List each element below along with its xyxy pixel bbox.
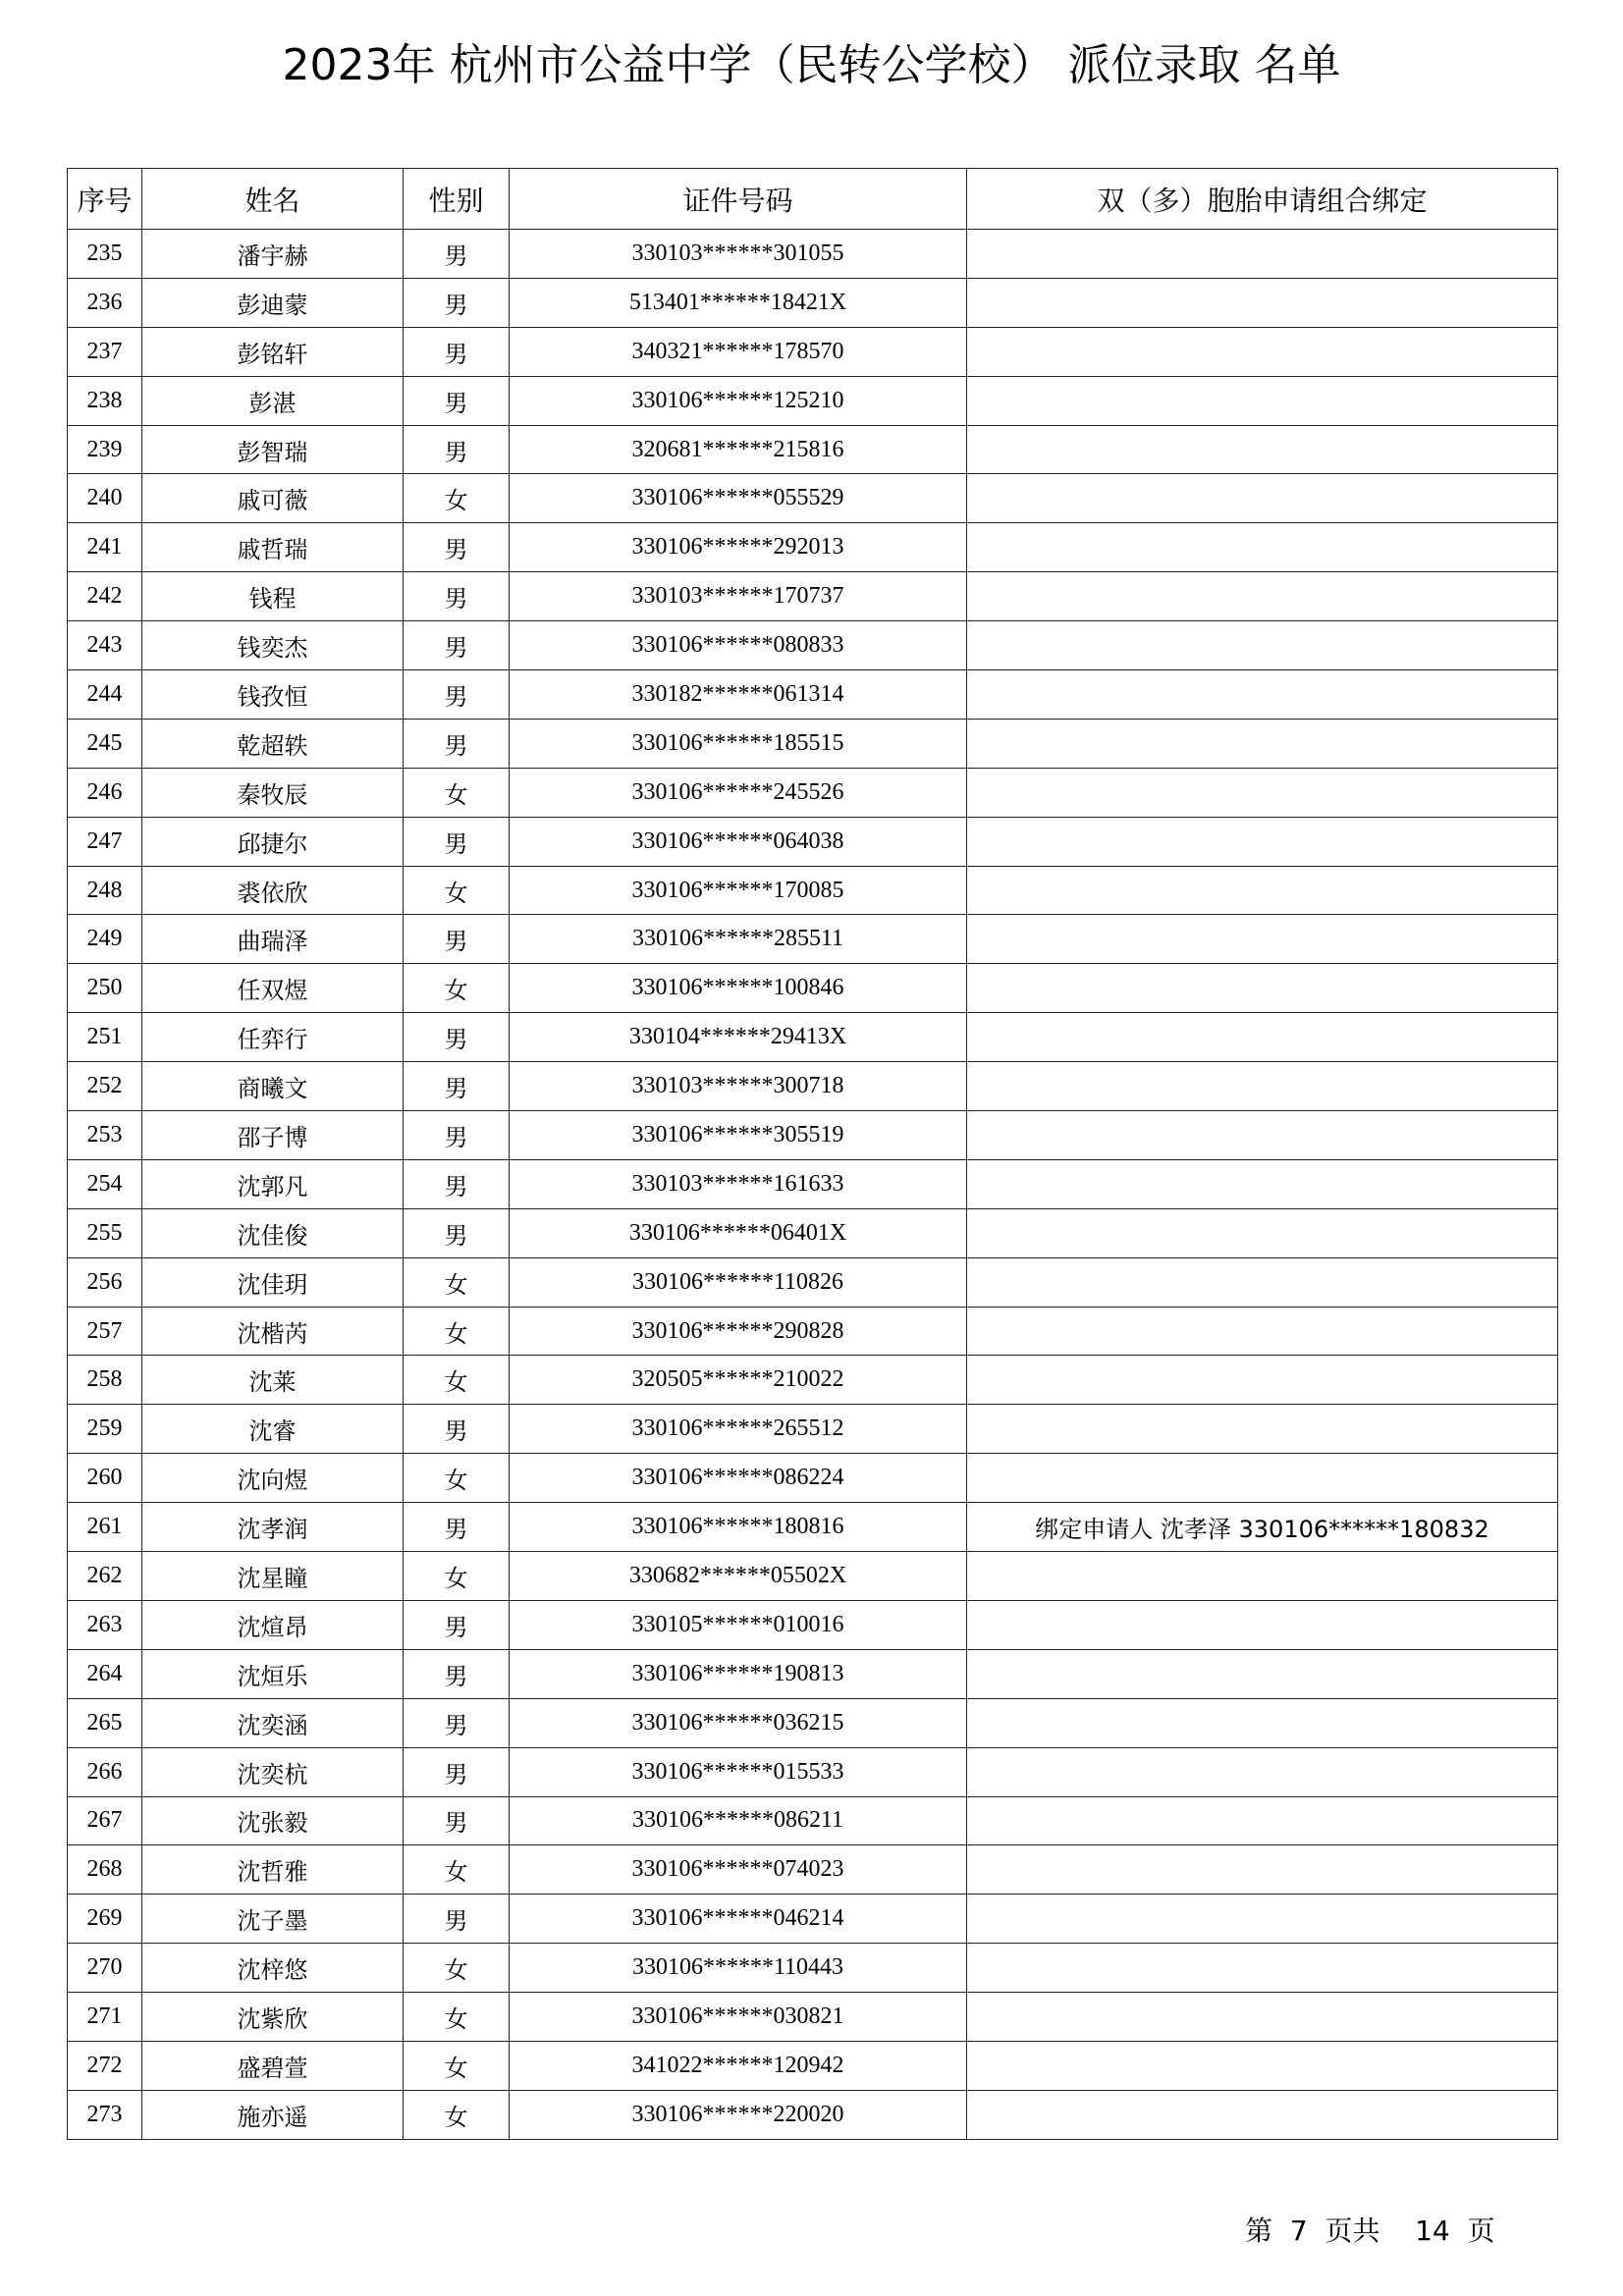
cell-twin-binding bbox=[967, 1552, 1558, 1601]
table-row bbox=[68, 327, 1558, 376]
cell-name: 施亦遥 bbox=[142, 2090, 404, 2139]
cell-id-number: 330106******030821 bbox=[510, 1993, 967, 2042]
cell-id-number: 341022******120942 bbox=[510, 2041, 967, 2090]
cell-id-number: 320681******215816 bbox=[510, 425, 967, 474]
cell-id-number: 330106******185515 bbox=[510, 719, 967, 768]
cell-gender: 男 bbox=[404, 1895, 510, 1944]
table-header-row bbox=[68, 169, 1558, 230]
cell-gender: 女 bbox=[404, 866, 510, 915]
cell-twin-binding bbox=[967, 817, 1558, 866]
cell-gender: 男 bbox=[404, 621, 510, 670]
cell-seq: 235 bbox=[68, 230, 142, 279]
cell-name: 任弈行 bbox=[142, 1013, 404, 1062]
cell-twin-binding bbox=[967, 1649, 1558, 1698]
cell-seq: 263 bbox=[68, 1600, 142, 1649]
cell-name: 沈楷芮 bbox=[142, 1307, 404, 1356]
cell-seq: 242 bbox=[68, 572, 142, 621]
cell-seq: 272 bbox=[68, 2041, 142, 2090]
cell-gender: 女 bbox=[404, 964, 510, 1013]
table-row bbox=[68, 1307, 1558, 1356]
table-row bbox=[68, 1062, 1558, 1111]
cell-gender: 男 bbox=[404, 1796, 510, 1845]
cell-twin-binding bbox=[967, 376, 1558, 425]
cell-id-number: 330106******180816 bbox=[510, 1503, 967, 1552]
cell-name: 沈奕涵 bbox=[142, 1698, 404, 1747]
cell-id-number: 330106******290828 bbox=[510, 1307, 967, 1356]
cell-seq: 253 bbox=[68, 1111, 142, 1160]
cell-id-number: 330106******292013 bbox=[510, 523, 967, 572]
table-row bbox=[68, 964, 1558, 1013]
cell-id-number: 330182******061314 bbox=[510, 670, 967, 720]
cell-name: 邵子博 bbox=[142, 1111, 404, 1160]
cell-twin-binding bbox=[967, 278, 1558, 327]
cell-name: 戚哲瑞 bbox=[142, 523, 404, 572]
cell-seq: 252 bbox=[68, 1062, 142, 1111]
cell-seq: 249 bbox=[68, 915, 142, 964]
cell-id-number: 330106******110826 bbox=[510, 1257, 967, 1307]
cell-twin-binding bbox=[967, 768, 1558, 817]
cell-id-number: 513401******18421X bbox=[510, 278, 967, 327]
cell-gender: 男 bbox=[404, 1013, 510, 1062]
cell-name: 沈向煜 bbox=[142, 1454, 404, 1503]
cell-id-number: 330106******100846 bbox=[510, 964, 967, 1013]
footer-suffix: 页 bbox=[1467, 2215, 1495, 2247]
cell-seq: 244 bbox=[68, 670, 142, 720]
table-row bbox=[68, 1257, 1558, 1307]
table-row bbox=[68, 474, 1558, 523]
cell-id-number: 330106******06401X bbox=[510, 1208, 967, 1257]
cell-twin-binding bbox=[967, 1013, 1558, 1062]
table-row bbox=[68, 621, 1558, 670]
cell-id-number: 340321******178570 bbox=[510, 327, 967, 376]
cell-name: 沈梓悠 bbox=[142, 1944, 404, 1993]
cell-name: 沈奕杭 bbox=[142, 1747, 404, 1796]
cell-name: 沈紫欣 bbox=[142, 1993, 404, 2042]
cell-seq: 236 bbox=[68, 278, 142, 327]
cell-gender: 女 bbox=[404, 1993, 510, 2042]
cell-seq: 256 bbox=[68, 1257, 142, 1307]
cell-seq: 241 bbox=[68, 523, 142, 572]
cell-twin-binding: 绑定申请人 沈孝泽 330106******180832 bbox=[967, 1503, 1558, 1552]
cell-gender: 男 bbox=[404, 915, 510, 964]
cell-id-number: 320505******210022 bbox=[510, 1356, 967, 1405]
cell-id-number: 330106******265512 bbox=[510, 1405, 967, 1454]
cell-gender: 男 bbox=[404, 572, 510, 621]
cell-seq: 246 bbox=[68, 768, 142, 817]
table-row bbox=[68, 1845, 1558, 1895]
table-row bbox=[68, 1503, 1558, 1552]
cell-gender: 女 bbox=[404, 2090, 510, 2139]
table-row bbox=[68, 2041, 1558, 2090]
table-row bbox=[68, 2090, 1558, 2139]
cell-name: 沈星瞳 bbox=[142, 1552, 404, 1601]
cell-gender: 男 bbox=[404, 376, 510, 425]
cell-seq: 273 bbox=[68, 2090, 142, 2139]
admission-table bbox=[67, 168, 1558, 2140]
cell-gender: 女 bbox=[404, 474, 510, 523]
table-row bbox=[68, 1895, 1558, 1944]
table-row bbox=[68, 1356, 1558, 1405]
cell-name: 沈煊昂 bbox=[142, 1600, 404, 1649]
cell-gender: 男 bbox=[404, 1111, 510, 1160]
table-row bbox=[68, 376, 1558, 425]
table-row bbox=[68, 1013, 1558, 1062]
cell-seq: 257 bbox=[68, 1307, 142, 1356]
cell-twin-binding bbox=[967, 1454, 1558, 1503]
table-row bbox=[68, 1698, 1558, 1747]
cell-id-number: 330106******015533 bbox=[510, 1747, 967, 1796]
header-twin-binding: 双（多）胞胎申请组合绑定 bbox=[967, 169, 1558, 230]
cell-seq: 259 bbox=[68, 1405, 142, 1454]
cell-name: 钱奕杰 bbox=[142, 621, 404, 670]
cell-seq: 261 bbox=[68, 1503, 142, 1552]
cell-gender: 男 bbox=[404, 1208, 510, 1257]
cell-twin-binding bbox=[967, 1944, 1558, 1993]
cell-twin-binding bbox=[967, 670, 1558, 720]
cell-name: 任双煜 bbox=[142, 964, 404, 1013]
page-title: 2023年 杭州市公益中学（民转公学校） 派位录取 名单 bbox=[282, 40, 1341, 90]
cell-seq: 240 bbox=[68, 474, 142, 523]
cell-seq: 269 bbox=[68, 1895, 142, 1944]
cell-twin-binding bbox=[967, 1208, 1558, 1257]
cell-twin-binding bbox=[967, 230, 1558, 279]
cell-gender: 女 bbox=[404, 2041, 510, 2090]
table-body bbox=[68, 230, 1558, 2140]
cell-gender: 男 bbox=[404, 1600, 510, 1649]
cell-name: 乾超轶 bbox=[142, 719, 404, 768]
cell-twin-binding bbox=[967, 964, 1558, 1013]
cell-gender: 男 bbox=[404, 1698, 510, 1747]
cell-gender: 女 bbox=[404, 1307, 510, 1356]
cell-twin-binding bbox=[967, 1796, 1558, 1845]
cell-id-number: 330106******074023 bbox=[510, 1845, 967, 1895]
cell-name: 裘依欣 bbox=[142, 866, 404, 915]
cell-name: 沈睿 bbox=[142, 1405, 404, 1454]
cell-name: 彭迪蒙 bbox=[142, 278, 404, 327]
table-row bbox=[68, 1600, 1558, 1649]
table-row bbox=[68, 915, 1558, 964]
cell-gender: 女 bbox=[404, 1552, 510, 1601]
cell-seq: 271 bbox=[68, 1993, 142, 2042]
cell-name: 彭智瑞 bbox=[142, 425, 404, 474]
cell-name: 曲瑞泽 bbox=[142, 915, 404, 964]
cell-gender: 女 bbox=[404, 1356, 510, 1405]
cell-seq: 268 bbox=[68, 1845, 142, 1895]
table-row bbox=[68, 1944, 1558, 1993]
cell-id-number: 330104******29413X bbox=[510, 1013, 967, 1062]
table-row bbox=[68, 1649, 1558, 1698]
cell-twin-binding bbox=[967, 1845, 1558, 1895]
cell-id-number: 330106******285511 bbox=[510, 915, 967, 964]
table-row bbox=[68, 572, 1558, 621]
footer-total-pages: 14 bbox=[1415, 2215, 1450, 2247]
cell-seq: 245 bbox=[68, 719, 142, 768]
cell-twin-binding bbox=[967, 1356, 1558, 1405]
header-id-number: 证件号码 bbox=[510, 169, 967, 230]
table-row bbox=[68, 1111, 1558, 1160]
cell-gender: 男 bbox=[404, 719, 510, 768]
cell-seq: 266 bbox=[68, 1747, 142, 1796]
cell-twin-binding bbox=[967, 1159, 1558, 1208]
cell-twin-binding bbox=[967, 915, 1558, 964]
cell-id-number: 330106******064038 bbox=[510, 817, 967, 866]
cell-seq: 260 bbox=[68, 1454, 142, 1503]
cell-name: 钱程 bbox=[142, 572, 404, 621]
table-row bbox=[68, 278, 1558, 327]
cell-id-number: 330103******170737 bbox=[510, 572, 967, 621]
cell-twin-binding bbox=[967, 1600, 1558, 1649]
cell-id-number: 330106******036215 bbox=[510, 1698, 967, 1747]
cell-name: 沈烜乐 bbox=[142, 1649, 404, 1698]
header-gender: 性别 bbox=[404, 169, 510, 230]
cell-id-number: 330682******05502X bbox=[510, 1552, 967, 1601]
cell-name: 沈哲雅 bbox=[142, 1845, 404, 1895]
cell-id-number: 330106******245526 bbox=[510, 768, 967, 817]
cell-seq: 239 bbox=[68, 425, 142, 474]
cell-gender: 男 bbox=[404, 327, 510, 376]
cell-twin-binding bbox=[967, 1062, 1558, 1111]
table-row bbox=[68, 1747, 1558, 1796]
table-row bbox=[68, 1552, 1558, 1601]
cell-name: 沈子墨 bbox=[142, 1895, 404, 1944]
cell-name: 戚可薇 bbox=[142, 474, 404, 523]
cell-name: 彭湛 bbox=[142, 376, 404, 425]
cell-twin-binding bbox=[967, 1698, 1558, 1747]
cell-seq: 254 bbox=[68, 1159, 142, 1208]
cell-id-number: 330106******080833 bbox=[510, 621, 967, 670]
cell-name: 沈孝润 bbox=[142, 1503, 404, 1552]
table-row bbox=[68, 1796, 1558, 1845]
cell-gender: 男 bbox=[404, 523, 510, 572]
cell-seq: 247 bbox=[68, 817, 142, 866]
cell-name: 商曦文 bbox=[142, 1062, 404, 1111]
cell-twin-binding bbox=[967, 866, 1558, 915]
cell-seq: 248 bbox=[68, 866, 142, 915]
table-row bbox=[68, 817, 1558, 866]
cell-twin-binding bbox=[967, 2090, 1558, 2139]
cell-twin-binding bbox=[967, 1895, 1558, 1944]
cell-twin-binding bbox=[967, 474, 1558, 523]
cell-id-number: 330105******010016 bbox=[510, 1600, 967, 1649]
cell-seq: 262 bbox=[68, 1552, 142, 1601]
cell-id-number: 330106******086224 bbox=[510, 1454, 967, 1503]
cell-name: 盛碧萱 bbox=[142, 2041, 404, 2090]
cell-gender: 女 bbox=[404, 1257, 510, 1307]
table-row bbox=[68, 768, 1558, 817]
cell-id-number: 330106******305519 bbox=[510, 1111, 967, 1160]
cell-gender: 男 bbox=[404, 1405, 510, 1454]
cell-gender: 女 bbox=[404, 1944, 510, 1993]
table-row bbox=[68, 425, 1558, 474]
cell-id-number: 330106******055529 bbox=[510, 474, 967, 523]
cell-name: 沈佳玥 bbox=[142, 1257, 404, 1307]
cell-seq: 258 bbox=[68, 1356, 142, 1405]
table-row bbox=[68, 1405, 1558, 1454]
cell-name: 钱孜恒 bbox=[142, 670, 404, 720]
cell-name: 潘宇赫 bbox=[142, 230, 404, 279]
cell-twin-binding bbox=[967, 1993, 1558, 2042]
cell-gender: 女 bbox=[404, 768, 510, 817]
cell-twin-binding bbox=[967, 425, 1558, 474]
cell-seq: 264 bbox=[68, 1649, 142, 1698]
cell-name: 沈佳俊 bbox=[142, 1208, 404, 1257]
cell-name: 沈郭凡 bbox=[142, 1159, 404, 1208]
cell-twin-binding bbox=[967, 2041, 1558, 2090]
cell-seq: 265 bbox=[68, 1698, 142, 1747]
cell-twin-binding bbox=[967, 327, 1558, 376]
cell-seq: 267 bbox=[68, 1796, 142, 1845]
cell-id-number: 330106******125210 bbox=[510, 376, 967, 425]
cell-seq: 237 bbox=[68, 327, 142, 376]
table-row bbox=[68, 230, 1558, 279]
cell-gender: 男 bbox=[404, 670, 510, 720]
cell-gender: 男 bbox=[404, 1062, 510, 1111]
cell-id-number: 330106******046214 bbox=[510, 1895, 967, 1944]
cell-seq: 238 bbox=[68, 376, 142, 425]
header-seq: 序号 bbox=[68, 169, 142, 230]
cell-gender: 男 bbox=[404, 425, 510, 474]
cell-id-number: 330106******220020 bbox=[510, 2090, 967, 2139]
cell-name: 沈莱 bbox=[142, 1356, 404, 1405]
table-row bbox=[68, 523, 1558, 572]
cell-seq: 255 bbox=[68, 1208, 142, 1257]
footer-middle: 页共 bbox=[1325, 2215, 1380, 2247]
cell-gender: 女 bbox=[404, 1454, 510, 1503]
cell-gender: 男 bbox=[404, 1503, 510, 1552]
footer-current-page: 7 bbox=[1289, 2215, 1308, 2247]
cell-twin-binding bbox=[967, 1747, 1558, 1796]
table-row bbox=[68, 1454, 1558, 1503]
cell-twin-binding bbox=[967, 1257, 1558, 1307]
table-row bbox=[68, 719, 1558, 768]
cell-id-number: 330103******301055 bbox=[510, 230, 967, 279]
cell-gender: 男 bbox=[404, 1159, 510, 1208]
cell-twin-binding bbox=[967, 572, 1558, 621]
cell-seq: 270 bbox=[68, 1944, 142, 1993]
cell-name: 沈张毅 bbox=[142, 1796, 404, 1845]
table-row bbox=[68, 1993, 1558, 2042]
cell-id-number: 330103******300718 bbox=[510, 1062, 967, 1111]
cell-twin-binding bbox=[967, 621, 1558, 670]
cell-id-number: 330106******110443 bbox=[510, 1944, 967, 1993]
cell-gender: 女 bbox=[404, 1845, 510, 1895]
table-row bbox=[68, 866, 1558, 915]
cell-twin-binding bbox=[967, 1307, 1558, 1356]
cell-seq: 250 bbox=[68, 964, 142, 1013]
cell-id-number: 330106******190813 bbox=[510, 1649, 967, 1698]
cell-twin-binding bbox=[967, 1405, 1558, 1454]
cell-id-number: 330103******161633 bbox=[510, 1159, 967, 1208]
cell-id-number: 330106******170085 bbox=[510, 866, 967, 915]
cell-gender: 男 bbox=[404, 1649, 510, 1698]
cell-name: 秦牧辰 bbox=[142, 768, 404, 817]
page-footer bbox=[1245, 2212, 1495, 2251]
footer-prefix: 第 bbox=[1245, 2215, 1273, 2247]
cell-twin-binding bbox=[967, 719, 1558, 768]
cell-name: 邱捷尔 bbox=[142, 817, 404, 866]
cell-id-number: 330106******086211 bbox=[510, 1796, 967, 1845]
cell-gender: 男 bbox=[404, 278, 510, 327]
cell-twin-binding bbox=[967, 1111, 1558, 1160]
table-row bbox=[68, 1208, 1558, 1257]
header-name: 姓名 bbox=[142, 169, 404, 230]
cell-twin-binding bbox=[967, 523, 1558, 572]
table-row bbox=[68, 670, 1558, 720]
cell-gender: 男 bbox=[404, 817, 510, 866]
table-row bbox=[68, 1159, 1558, 1208]
cell-seq: 243 bbox=[68, 621, 142, 670]
cell-name: 彭铭轩 bbox=[142, 327, 404, 376]
cell-gender: 男 bbox=[404, 230, 510, 279]
cell-gender: 男 bbox=[404, 1747, 510, 1796]
cell-seq: 251 bbox=[68, 1013, 142, 1062]
